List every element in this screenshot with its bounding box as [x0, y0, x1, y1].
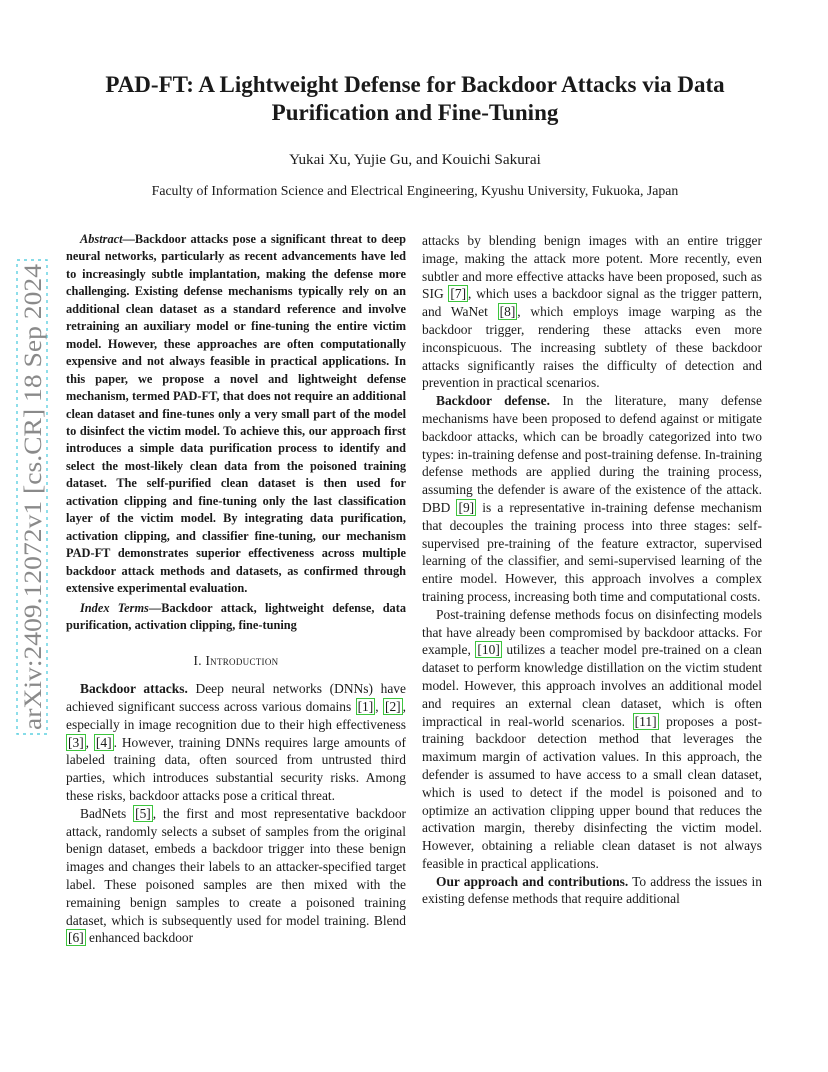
title-line-1: PAD-FT: A Lightweight Defense for Backdoor Attacks via Data: [105, 72, 725, 97]
paragraph-blend-continued: [422, 232, 762, 392]
abstract: [66, 231, 406, 634]
paragraph-text: , the first and most representative backdoor attack, randomly selects a subset of samples from the original benign dataset, embeds a backdoor trigger into these benign images and changes their labels to an attacker-specified target label. These poisoned samples are then mixed with the remaining benign samples to create a poisoned training dataset, which is subsequently used for model training. Blend: [66, 805, 407, 928]
citation-link[interactable]: [11]: [634, 713, 657, 729]
section-title: Introduction: [205, 653, 279, 669]
index-terms-label: Index Terms: [80, 600, 149, 615]
citation-link[interactable]: [8]: [499, 304, 516, 320]
citation-link[interactable]: [3]: [68, 734, 84, 750]
section-heading-introduction: [66, 652, 406, 670]
paragraph-text: Deep neural networks (DNNs) have achieved significant success across various domains: [66, 681, 406, 715]
paragraph-text: is a representative in-training defense mechanism that decouples the training process into three stages: self-supervised pre-training of the feature extractor, supervised learning of the classifier, and semi-supervised learning of the entire model. However, this approach involves a complex training process, increasing both time and computational costs.: [422, 499, 762, 604]
paragraph-text: BadNets: [80, 805, 134, 821]
paragraph-backdoor-defense: [422, 392, 762, 606]
paragraph-text: , especially in image recognition due to their high effectiveness: [66, 699, 406, 732]
index-terms: [66, 600, 406, 635]
paragraph-text: utilizes a teacher model pre-trained on a clean dataset to perform knowledge distillation on the victim student model. However, this approach involves an additional model and requires an external clean dataset, which is often impractical in real-world scenarios.: [422, 642, 762, 729]
stamp-text: arXiv:2409.12072v1 [cs.CR] 18 Sep 2024: [18, 299, 47, 730]
paragraph-lead: Our approach and contributions.: [436, 873, 629, 889]
paragraph-text: Post-training defense methods focus on disinfecting models that have already been compromised by backdoor attacks. For example,: [422, 606, 762, 658]
citation-link[interactable]: [4]: [95, 734, 112, 750]
citation-link[interactable]: [10]: [477, 642, 500, 658]
left-column: [66, 231, 406, 947]
paragraph-text: . However, training DNNs requires large amounts of labeled training data, often sourced from untrusted third parties, which introduces substantial security risks. Among these risks, backdoor attacks pose a critical threat.: [66, 734, 407, 803]
paragraph-lead: Backdoor defense.: [436, 393, 550, 409]
index-terms-body: —Backdoor attack, lightweight defense, data purification, activation clipping, fine-tuning: [66, 600, 407, 632]
paragraph-text: ,: [85, 734, 94, 750]
paper-title: [70, 71, 760, 127]
section-number: I.: [193, 653, 202, 669]
paragraph-text: attacks by blending benign images with an entire trigger image, making the attack more potent. More recently, even subtler and more effective attacks have been proposed, such as SIG: [422, 233, 762, 302]
citation-link[interactable]: [7]: [450, 286, 467, 302]
author-list: Yukai Xu, Yujie Gu, and Kouichi Sakurai: [289, 151, 541, 168]
affiliation: Faculty of Information Science and Electrical Engineering, Kyushu University, Fukuoka, Japan: [151, 183, 679, 198]
paragraph-text: To address the issues in existing defense methods that require additional: [422, 873, 762, 907]
paragraph-text: In the literature, many defense mechanisms have been proposed to defend against or mitigate backdoor attacks, which can be broadly categorized into two types: in-training defense and post-training defense. In-training defense methods are applied during the training process, assuming the defender is aware of the existence of the attack. DBD: [422, 393, 763, 515]
paragraph-text: , which employs image warping as the backdoor trigger, rendering these attacks even more inconspicuous. The increasing subtlety of these backdoor attacks significantly raises the difficulty of detection and prevention in practical scenarios.: [422, 304, 762, 391]
paragraph-text: proposes a post-training backdoor detection method that leverages the maximum margin of activation values. In this approach, the defender is assumed to have access to a small clean dataset, which is used to detect if the model is poisoned and to optimize an activation clipping upper bound that reduces the activation margin, thereby disinfecting the victim model. However, obtaining a reliable clean dataset is not always feasible in practical applications.: [422, 713, 762, 871]
citation-link[interactable]: [6]: [68, 930, 84, 946]
paragraph-backdoor-attacks: [66, 680, 406, 805]
paragraph-text: , which uses a backdoor signal as the trigger pattern, and WaNet: [422, 286, 762, 320]
paragraph-lead: Backdoor attacks.: [80, 681, 188, 697]
citation-link[interactable]: [9]: [458, 499, 475, 515]
citation-link[interactable]: [2]: [384, 699, 401, 715]
paragraph-our-approach: [422, 873, 762, 909]
title-line-2: Purification and Fine-Tuning: [271, 100, 559, 125]
paragraph-text: enhanced backdoor: [85, 930, 194, 946]
paragraph-badnets: [66, 805, 406, 947]
citation-link[interactable]: [5]: [135, 805, 151, 821]
paragraph-text: ,: [375, 699, 383, 715]
abstract-text: [66, 231, 406, 598]
citation-link[interactable]: [1]: [357, 699, 374, 715]
arxiv-side-stamp: [14, 258, 50, 736]
paragraph-post-training: [422, 606, 762, 873]
right-column: [422, 232, 762, 908]
abstract-label: Abstract: [80, 232, 123, 246]
abstract-body: —Backdoor attacks pose a significant threat to deep neural networks, particularly as recent advancements have led to increasingly subtle implantation, making the defense more challenging. Existing defense mechanisms typically rely on an additional clean dataset as a standard reference and involve retraining an auxiliary model or fine-tuning the entire victim model. However, these approaches are often computationally expensive and not always feasible in practical applications. In this paper, we propose a novel and lightweight defense mechanism, termed PAD-FT, that does not require an additional clean dataset and fine-tunes only a very small part of the model to disinfect the victim model. To achieve this, our approach first introduces a simple data purification process to identify and select the most-likely clean data from the poisoned training dataset. The self-purified clean dataset is then used for activation clipping and fine-tuning only the last classification layer of the victim model. By integrating data purification, activation clipping, and classifier fine-tuning, our mechanism PAD-FT demonstrates superior effectiveness across multiple backdoor attack methods and datasets, as confirmed through extensive experimental evaluation.: [66, 232, 406, 596]
